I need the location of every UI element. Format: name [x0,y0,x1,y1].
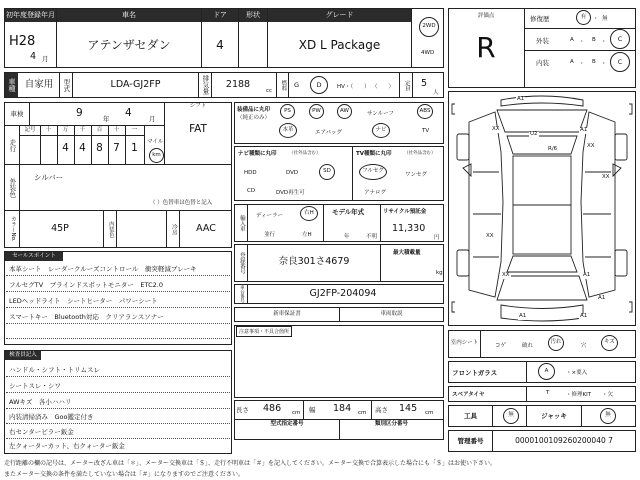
damage-mark: A1 [517,96,525,102]
equipment-label: 装備品に丸印 [237,107,271,113]
equipment-sublabel: （純正のみ） [237,115,271,121]
fuel-d-circled: D [310,76,328,94]
color-no: 45P [51,223,69,235]
damage-mark: XX [602,174,610,180]
drive-2wd-circled: 2WD [419,17,439,37]
import-label: 輸入車 [238,214,245,232]
mileage-col: 一 [131,126,138,133]
management-label: 管理番号 [457,436,484,445]
fuel-other: （ ） [372,84,395,90]
first-reg-month-unit: 月 [42,55,49,63]
inspector-label: 検査員記入 [5,351,41,360]
recycle-unit: 円 [434,235,440,241]
displacement-label: 排気量 [201,75,210,95]
mileage-digit: 7 [113,142,120,155]
damage-mark: XX [587,143,595,149]
interior-grade-a: A [570,59,574,65]
class-no-label: 類別区分番号 [374,421,408,428]
seat-hole: 穴 [581,343,587,349]
windshield-label: フロントガラス [452,369,498,377]
length-unit: cm [292,410,301,416]
recycle-label: リサイクル預託金 [383,209,427,215]
equip-tv: TV [422,128,430,134]
exterior-note: （ ）色替車は色替と記入 [150,200,213,206]
category-label: 車種 [5,73,18,97]
damage-mark: A1 [519,313,527,319]
model-year-unit: 年 [344,234,350,240]
inspector-line: AWキズ 各小ハハリ [9,398,72,406]
sales-points-label: セールスポイント [5,252,63,261]
drive-4wd: 4WD [421,50,435,56]
plate-value: 奈良301さ4679 [278,256,350,268]
model-year-unknown: 不明 [366,234,378,240]
damage-mark: A1 [580,313,588,319]
tv-label: TV種類に丸印 [356,151,392,157]
grade-label: グレード [268,9,411,22]
max-load-label: 最大積載量 [393,250,421,256]
tv-fullseg-circled: フルセグ [359,164,387,180]
model-year-label: モデル年式 [332,208,365,216]
vehicle-manual: 車両取説 [380,310,403,317]
inspector-line: 内装清掃済み Goo鑑定付き [9,413,94,421]
first-reg-month: 4 [30,51,37,62]
equip-pw-circled: PW [309,104,324,119]
windshield-a-circled: A [538,363,555,380]
import-parallel: 並行 [264,232,276,238]
chassis-value: GJ2FP-204094 [309,288,377,300]
mileage-digit: 4 [62,142,69,155]
displacement-unit: cc [266,88,273,94]
damage-mark: A1 [580,127,588,133]
diagram-marks-layer [449,92,635,325]
ac-value: AAC [196,223,216,235]
notes-label: 注意事項・不具合箇所 [236,326,292,337]
sales-point-line: LEDヘッドライト シートヒーター パワーシート [9,297,158,305]
equip-navi-circled: ナビ [372,123,390,138]
windshield-x: ・×要入 [566,370,588,376]
damage-mark: XX [486,233,494,239]
score-label: 評価点 [477,13,495,20]
mileage-digit: 8 [96,142,103,155]
exterior-grade-a: A [570,37,574,43]
mileage-digit: 4 [79,142,86,155]
car-name: アテンザセダン [87,37,171,52]
color-no-label: カラーNo. [9,216,16,242]
mileage-unit-km-circled: km [149,148,164,163]
mileage-label: 走行 [8,138,17,152]
spare-kit: ・修理KIT [566,392,592,398]
model-label: 型式 [62,78,71,92]
footer-note-2: またメーター交換の条件を満たしていない場合は「＃」になりますのでご注意ください。 [4,471,245,478]
equip-airbag: エアバッグ [315,130,343,136]
grade-sep: ・ [601,61,607,67]
shift-value: FAT [189,123,207,136]
import-right-circled: 右H [300,206,318,221]
model: LDA-GJ2FP [110,79,161,91]
mileage-col: 千 [79,126,86,133]
spare-none: ・欠 [602,392,614,398]
shape-label: 形状 [239,9,267,22]
displacement: 2188 [225,79,251,91]
repair-label: 修復歴 [530,15,550,23]
mileage-col-sign: 記号 [24,126,36,133]
capacity-label: 定員 [403,79,410,91]
damage-mark: R/6 [548,146,558,152]
doors: 4 [216,37,224,52]
inspection-month-unit: 月 [149,115,156,123]
damage-mark: XX [492,126,500,132]
grade: XD L Package [298,37,381,52]
mileage-col: 十 [113,126,120,133]
capacity: 5 [421,78,428,89]
sales-point-line: 本革シート レーダークルーズコントロール 衝突軽減ブレーキ [9,265,197,273]
recycle-value: 11,330 [392,223,426,234]
mileage-col: 万 [62,126,69,133]
first-reg-era: H28 [9,34,36,49]
doors-label: ドア [202,9,238,22]
grade-sep: ・ [579,61,585,67]
exterior-grade-label: 外装 [536,37,549,45]
repair-yes-circled: 有 [576,10,591,25]
navi-label: ナビ種類に丸印 [238,151,277,157]
exterior-color: シルバー [34,173,64,182]
inspection-year: 9 [76,107,83,119]
exterior-grade-b: B [592,37,596,43]
grade-sep: ・ [579,39,585,45]
width-unit: cm [358,410,367,416]
category: 自家用 [24,79,54,91]
height-value: 145 [399,403,418,414]
equip-ps-circled: PS [280,104,295,119]
type-no-label: 型式指定番号 [270,421,304,428]
height-unit: cm [425,410,434,416]
first-reg-label: 初年度登録年月 [5,9,56,22]
length-value: 486 [263,403,282,414]
equip-sunroof: サンルーフ [367,111,394,117]
interior-grade-label: 内装 [536,59,549,67]
length-label: 長さ [236,406,249,414]
shift-label: シフト [189,103,207,110]
inspection-year-unit: 年 [103,115,110,123]
seat-stain-circled: 汚れ [548,335,564,351]
navi-dvd: DVD [286,170,299,176]
seat-label: 室内シート [450,340,479,347]
fuel-hv: HV・（ ） [337,84,370,90]
repair-sep: ・ [593,16,599,22]
repair-no: 無 [602,16,608,22]
equip-leather-circled: 本革 [279,123,297,138]
tv-sub: （社外品含む） [404,151,436,156]
equip-abs-circled: ABS [417,104,433,119]
equip-aw-circled: AW [337,104,352,119]
seat-burn: コゲ [495,343,507,349]
seat-scratch-circled: キズ [601,335,618,351]
exterior-grade-c-circled: C [610,29,630,49]
car-name-label: 車名 [57,9,201,22]
damage-mark: A1 [583,272,591,278]
new-car-warranty: 新車保証書 [273,310,301,317]
mileage-col: 百 [96,126,103,133]
inspector-line: 左クォーターカット、右クォーター鈑金 [9,442,125,450]
chassis-label: 車台番号 [239,285,245,303]
ac-label: 冷房 [170,223,177,235]
navi-dvd-play: DVD再生可 [276,190,305,196]
footer-note-1: 走行距離の欄の記号は、メーター改ざん車は「＊」、メーター交換車は「＄」、走行不明車は「＃」を記入してください。メーター交換で合算表示した場合にも「＄」はお使い下さい。 [4,460,497,467]
navi-sd-circled: SD [319,164,335,180]
inspector-line: ハンドル・シフト・トリムスレ [9,366,100,374]
width-value: 184 [333,403,352,414]
spare-t: T [546,390,550,396]
interior-grade-b: B [592,59,596,65]
fuel-label: 燃料 [280,79,287,91]
grade-sep: ・ [601,39,607,45]
inspector-line: シートスレ・シワ [9,382,61,390]
damage-mark: XX [502,272,510,278]
height-label: 高さ [375,406,388,414]
capacity-unit: 人 [433,90,439,96]
tv-oneseg: ワンセグ [405,172,428,178]
seat-tear: 破れ [522,343,534,349]
fuel-g: G [294,81,300,89]
navi-hdd: HDD [244,170,257,176]
jack-none-circled: 無 [600,408,616,424]
mileage-col: 十 [45,126,52,133]
max-load-unit: kg [436,270,443,276]
plate-label: 登録番号 [238,252,245,274]
inspector-line: 右センターピラー鈑金 [9,428,74,436]
damage-mark: A1 [598,295,606,301]
spare-label: スペアタイヤ [452,392,485,398]
jack-label: ジャッキ [541,411,567,420]
management-number: 0000100109260200040 7 [515,436,613,446]
width-label: 幅 [309,406,316,414]
navi-sub: （社外品含む） [289,151,321,156]
interior-color-label: 内装色 [107,220,114,238]
inspection-month: 4 [125,107,132,119]
score-value: R [476,31,496,65]
import-dealer: ディーラー [256,213,284,219]
navi-cd: CD [247,188,256,194]
mileage-unit-mile: マイル [147,139,164,145]
sales-point-line: フルセグTV ブラインドスポットモニター ETC2.0 [9,281,163,289]
tools-label: 工具 [464,411,477,420]
sales-point-line: スマートキー Bluetooth対応 クリアランスソナー [9,313,164,321]
import-left: 左H [302,232,312,238]
tv-analog: アナログ [364,190,387,196]
mileage-digit: 1 [131,142,138,155]
damage-mark: U2 [530,131,538,137]
inspection-label: 車検 [10,109,24,118]
tools-none-circled: 無 [503,408,519,424]
exterior-label: 外装色 [8,177,17,198]
interior-grade-c-circled: C [610,52,630,72]
